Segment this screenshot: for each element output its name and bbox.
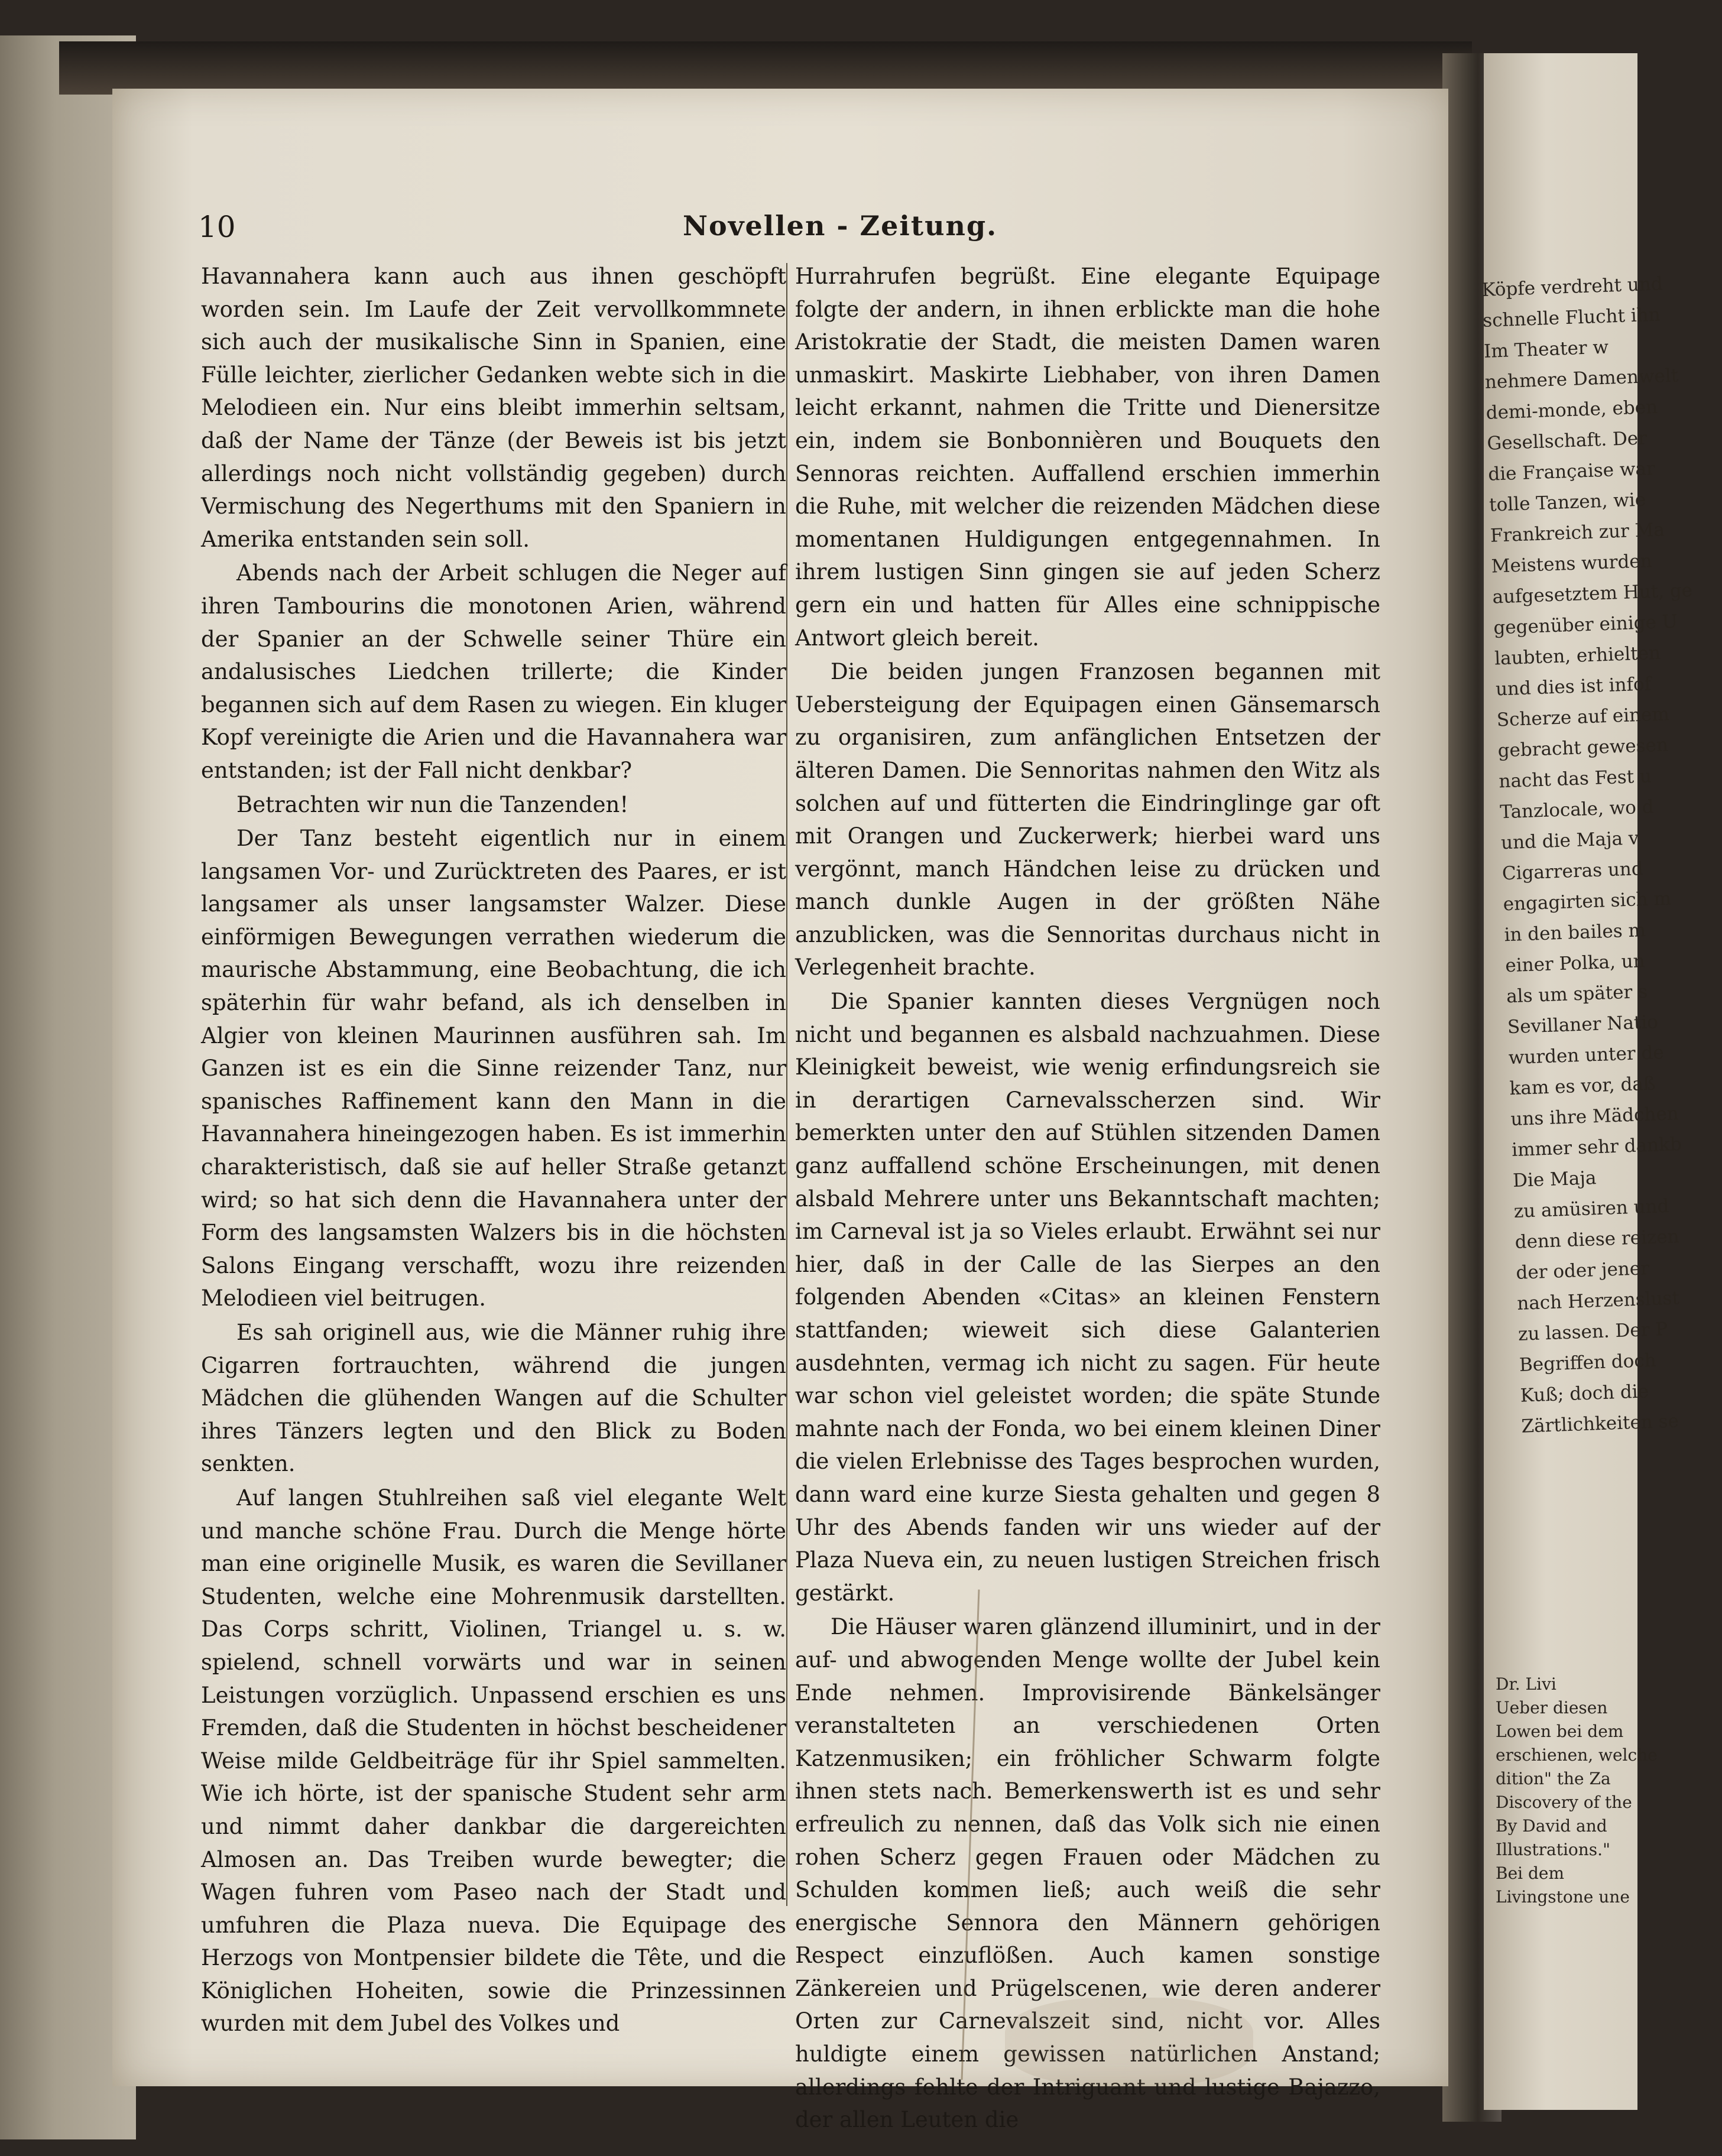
facing-page-line: gebracht gewesen <box>1497 734 1669 762</box>
facing-page-line: engagirten sich m <box>1503 888 1672 915</box>
facing-page-line: Zärtlichkeiten se <box>1521 1410 1679 1437</box>
paragraph: Die Häuser waren glänzend illuminirt, und in der auf- und abwogenden Menge wollte der Jubel kein Ende nehmen. Improvisirende Bänkelsänger veranstalteten an verschiedenen Orten Katzenmusiken; ein fröhlicher Schwarm folgte ihnen stets nach. Bemerkenswerth ist es und sehr erfreulich zu nennen, daß das Volk sich nie einen rohen Scherz gegen Frauen oder Mädchen zu Schulden kommen ließ; auch weiß die sehr energische Sennora den Männern gehörigen Respect einzuflößen. Auch kamen sonstige Zänkereien und Prügelscenen, wie deren anderer Orten zur Carnevalszeit sind, nicht vor. Alles huldigte einem gewissen natürlichen Anstand; allerdings fehlte der Intriguant und lustige Bajazzo, der allen Leuten die <box>795 1614 1380 2133</box>
facing-page-line: denn diese reizen <box>1515 1226 1680 1253</box>
facing-page-line: als um später s <box>1506 980 1648 1008</box>
facing-page-line: nacht das Fest u <box>1498 765 1652 793</box>
facing-page-line: in den bailes m <box>1503 919 1646 946</box>
facing-page-line: Köpfe verdreht und <box>1481 273 1663 301</box>
facing-page-line: Ueber diesen <box>1496 1698 1608 1717</box>
paragraph: Abends nach der Arbeit schlugen die Neger auf ihren Tambourins die monotonen Arien, während der Spanier an der Schwelle seiner Thüre ein andalusisches Liedchen trillerte; die Kinder begannen sich auf dem Rasen zu wiegen. Ein kluger Kopf vereinigte die Arien und die Havannahera war entstanden; ist der Fall nicht denkbar? <box>201 560 786 783</box>
facing-page-line: der oder jener <box>1515 1258 1650 1284</box>
facing-page-line: Livingstone une <box>1496 1887 1630 1907</box>
facing-page-line: tolle Tanzen, wie <box>1488 489 1646 516</box>
facing-page-line: erschienen, welche <box>1496 1745 1658 1765</box>
facing-page-line: nach Herzenslust <box>1516 1287 1680 1314</box>
book-top-edge <box>59 41 1472 95</box>
facing-page-line: demi-monde, eben <box>1486 396 1658 424</box>
paragraph: Betrachten wir nun die Tanzenden! <box>236 791 629 817</box>
facing-page-line: Bei dem <box>1496 1863 1565 1883</box>
facing-page <box>1481 53 1693 2110</box>
facing-page-line: Scherze auf einem <box>1496 703 1670 731</box>
facing-page-line: gegenüber einige U <box>1493 611 1678 639</box>
facing-page-line: nehmere Damenwelt <box>1484 365 1679 393</box>
facing-page-line: Begriffen doch <box>1519 1349 1657 1376</box>
facing-page-lower-text <box>1496 1673 1658 1909</box>
paragraph: Der Tanz besteht eigentlich nur in einem langsamen Vor- und Zurücktreten des Paares, er ist langsamer als unser langsamster Walzer. Diese einförmigen Bewegungen verrathen wiederum die maurische Abstammung, eine Beobachtung, die ich späterhin für wahr befand, als ich denselben in Algier von kleinen Maurinnen ausführen sah. Im Ganzen ist es ein die Sinne reizender Tanz, nur spanisches Raffinement kann den Mann in die Havannahera hineingezogen haben. Es ist immerhin charakteristisch, daß sie auf heller Straße getanzt wird; so hat sich denn die Havannahera unter der Form des langsamsten Walzers bis in die höchsten Salons Eingang verschafft, wozu ihre reizenden Melodieen viel beitrugen. <box>201 826 786 1311</box>
facing-page-line: Dr. Livi <box>1496 1674 1556 1694</box>
paragraph: Die beiden jungen Franzosen begannen mit Uebersteigung der Equipagen einen Gänsemarsch zu organisiren, zum anfänglichen Entsetzen der älteren Damen. Die Sennoritas nahmen den Witz als solchen auf und fütterten die Eindringlinge gar oft mit Orangen und Zuckerwerk; hierbei ward uns vergönnt, manch Händchen leise zu drücken und manch dunkle Augen in der größten Nähe anzublicken, was die Sennoritas durchaus nicht in Verlegenheit brachte. <box>795 659 1380 980</box>
left-column <box>201 260 786 2040</box>
right-column <box>795 260 1380 2136</box>
facing-page-line: Die Maja <box>1512 1167 1597 1192</box>
facing-page-line: Gesellschaft. Der <box>1486 427 1648 454</box>
facing-page-line: immer sehr dankb <box>1511 1134 1682 1161</box>
facing-page-line: und dies ist infof <box>1495 673 1652 700</box>
facing-page-line: uns ihre Mädchen <box>1510 1103 1679 1131</box>
facing-page-line: aufgesetztem Hut, ge <box>1492 579 1693 608</box>
facing-page-line: Kuß; doch die <box>1520 1381 1649 1407</box>
page-number: 10 <box>198 210 236 244</box>
column-divider <box>786 263 787 1906</box>
facing-page-line: By David and <box>1496 1816 1607 1836</box>
facing-page-line: kam es vor, daß <box>1509 1073 1656 1100</box>
facing-page-line: die Française war <box>1487 457 1656 485</box>
page-header <box>198 210 1339 251</box>
running-title: Novellen - Zeitung. <box>683 210 998 242</box>
facing-page-line: wurden unter de <box>1508 1041 1665 1069</box>
facing-page-line: Lowen bei dem <box>1496 1722 1624 1741</box>
facing-page-line: Frankreich zur Ma <box>1490 519 1665 547</box>
paragraph: Havannahera kann auch aus ihnen geschöpft worden sein. Im Laufe der Zeit vervollkommnete sich auch der musikalische Sinn in Spanien, eine Fülle leichter, zierlicher Gedanken webte sich in die Melodieen ein. Nur eins bleibt immerhin seltsam, daß der Name der Tänze (der Beweis ist bis jetzt allerdings noch nicht vollständig gegeben) durch Vermischung des Negerthums mit den Spaniern in Amerika entstanden sein soll. <box>201 264 786 552</box>
paragraph: Die Spanier kannten dieses Vergnügen noch nicht und begannen es alsbald nachzuahmen. Diese Kleinigkeit beweist, wie wenig erfindungsreich sie in derartigen Carnevalsscherzen sind. Wir bemerkten unter den auf Stühlen sitzenden Damen ganz auffallend schöne Erscheinungen, mit denen alsbald Mehrere unter uns Bekanntschaft machten; im Carneval ist ja so Vieles erlaubt. Erwähnt sei nur hier, daß in der Calle de las Sierpes an den folgenden Abenden «Citas» an kleinen Fenstern stattfanden; wieweit sich diese Galanterien ausdehnten, vermag ich nicht zu sagen. Für heute war schon viel geleistet worden; die späte Stunde mahnte nach der Fonda, wo bei einem kleinen Diner die vielen Erlebnisse des Tages besprochen wurden, dann ward eine kurze Siesta gehalten und gegen 8 Uhr des Abends fanden wir uns wieder auf der Plaza Nueva ein, zu neuen lustigen Streichen frisch gestärkt. <box>795 989 1380 1606</box>
facing-page-line: zu lassen. Der P <box>1517 1319 1668 1345</box>
facing-page-line: dition" the Za <box>1496 1769 1611 1788</box>
facing-page-text <box>1481 270 1693 1442</box>
facing-page-line: Cigarreras und <box>1502 858 1644 885</box>
facing-page-line: Meistens wurden <box>1491 550 1653 577</box>
facing-page-line: und die Maja v <box>1500 827 1639 854</box>
facing-page-line: laubten, erhielten <box>1494 642 1661 670</box>
facing-page-line: Tanzlocale, wo d <box>1499 796 1655 823</box>
facing-page-line: einer Polka, un <box>1504 950 1646 977</box>
paragraph: Hurrahrufen begrüßt. Eine elegante Equipage folgte der andern, in ihnen erblickte man die hohe Aristokratie der Stadt, die meisten Damen waren unmaskirt. Maskirte Liebhaber, von ihren Damen leicht erkannt, nahmen die Tritte und Dienersitze ein, indem sie Bonbonnièren und Bouquets den Sennoras reichten. Auffallend erschien immerhin die Ruhe, mit welcher die reizenden Mädchen diese momentanen Huldigungen entgegennahmen. In ihrem lustigen Sinn gingen sie auf jeden Scherz gern ein und hatten für Alles eine schnippische Antwort gleich bereit. <box>795 264 1380 651</box>
facing-page-line: Sevillaner Natio <box>1507 1011 1659 1038</box>
facing-page-line: zu amüsiren und <box>1513 1195 1669 1222</box>
facing-page-line: Discovery of the <box>1496 1793 1632 1812</box>
paragraph: Auf langen Stuhlreihen saß viel elegante Welt und manche schöne Frau. Durch die Menge hörte man eine originelle Musik, es waren die Sevillaner Studenten, welche eine Mohrenmusik darstellten. Das Corps schritt, Violinen, Triangel u. s. w. spielend, schnell vorwärts und war in seinen Leistungen vorzüglich. Unpassend erschien es uns Fremden, daß die Studenten in höchst bescheidener Weise milde Geldbeiträge für ihr Spiel sammelten. Wie ich hörte, ist der spanische Student sehr arm und nimmt daher dankbar die dargereichten Almosen an. Das Treiben wurde bewegter; die Wagen fuhren vom Paseo nach der Stadt und umfuhren die Plaza nueva. Die Equipage des Herzogs von Montpensier bildete die Tête, und die Königlichen Hoheiten, sowie die Prinzessinnen wurden mit dem Jubel des Volkes und <box>201 1485 786 2037</box>
facing-page-line: schnelle Flucht ihn <box>1482 304 1661 332</box>
facing-page-line: Im Theater w <box>1483 336 1609 362</box>
paper-stain <box>1005 1998 1253 2086</box>
paragraph: Es sah originell aus, wie die Männer ruhig ihre Cigarren fortrauchten, während die jungen Mädchen die glühenden Wangen auf die Schulter ihres Tänzers legten und den Blick zu Boden senkten. <box>201 1320 786 1477</box>
facing-page-line: Illustrations." <box>1496 1840 1610 1859</box>
